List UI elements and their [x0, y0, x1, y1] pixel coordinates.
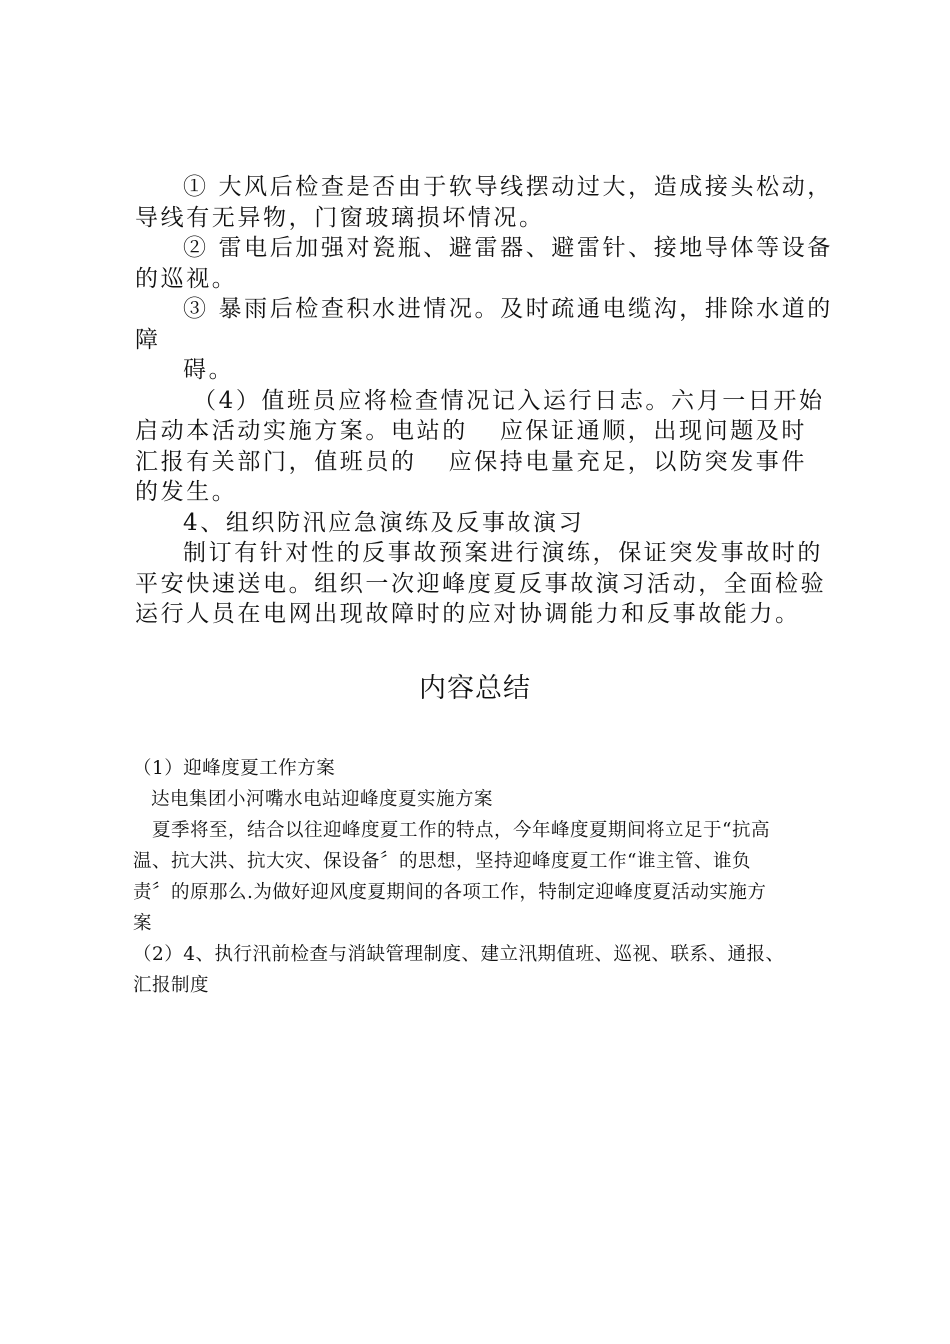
paragraph-line: （4）值班员应将检查情况记入运行日志。六月一日开始 [193, 387, 825, 414]
summary-line: 汇报制度 [133, 975, 210, 996]
paragraph-line: 碍。 [183, 357, 235, 383]
paragraph-line: 平安快速送电。组织一次迎峰度夏反事故演习活动，全面检验 [135, 570, 827, 597]
section-heading: 4、组织防汛应急演练及反事故演习 [183, 509, 585, 536]
text-segment: 应保证通顺，出现问题及时 [499, 418, 808, 444]
paragraph-line: 的巡视。 [135, 265, 238, 292]
summary-line: （1）迎峰度夏工作方案 [133, 758, 336, 779]
summary-section [133, 753, 833, 1001]
paragraph-line: 制订有针对性的反事故预案进行演练，保证突发事故时的 [183, 540, 823, 566]
paragraph-line: ③ 暴雨后检查积水进情况。及时疏通电缆沟，排除水道的 [183, 296, 833, 322]
paragraph-line: 运行人员在电网出现故障时的应对协调能力和反事故能力。 [135, 601, 801, 627]
summary-line: 达电集团小河嘴水电站迎峰度夏实施方案 [151, 789, 494, 810]
body-text [135, 172, 835, 630]
paragraph-line [135, 447, 835, 478]
text-segment: 汇报有关部门，值班员的 [135, 448, 417, 475]
paragraph-line: ① 大风后检查是否由于软导线摆动过大，造成接头松动， [183, 174, 833, 200]
paragraph-line [135, 416, 835, 447]
summary-line: 夏季将至，结合以往迎峰度夏工作的特点，今年峰度夏期间将立足于“抗高 [152, 820, 770, 841]
summary-line: （2）4、执行汛前检查与消缺管理制度、建立汛期值班、巡视、联系、通报、 [133, 944, 785, 965]
paragraph-line: ② 雷电后加强对瓷瓶、避雷器、避雷针、接地导体等设备 [183, 235, 833, 261]
paragraph-line: 的发生。 [135, 479, 238, 505]
text-segment: 启动本活动实施方案。电站的 [135, 418, 468, 444]
summary-line: 责〞的原那么.为做好迎风度夏期间的各项工作，特制定迎峰度夏活动实施方 [133, 882, 767, 903]
summary-line: 案 [133, 913, 153, 934]
text-segment: 应保持电量充足，以防突发事件 [448, 448, 808, 475]
summary-title: 内容总结 [419, 673, 531, 704]
paragraph-line: 障 [135, 326, 161, 353]
summary-line: 温、抗大洪、抗大灾、保设备〞的思想，坚持迎峰度夏工作“谁主管、谁负 [133, 851, 751, 872]
paragraph-line: 导线有无异物，门窗玻璃损坏情况。 [135, 204, 545, 231]
